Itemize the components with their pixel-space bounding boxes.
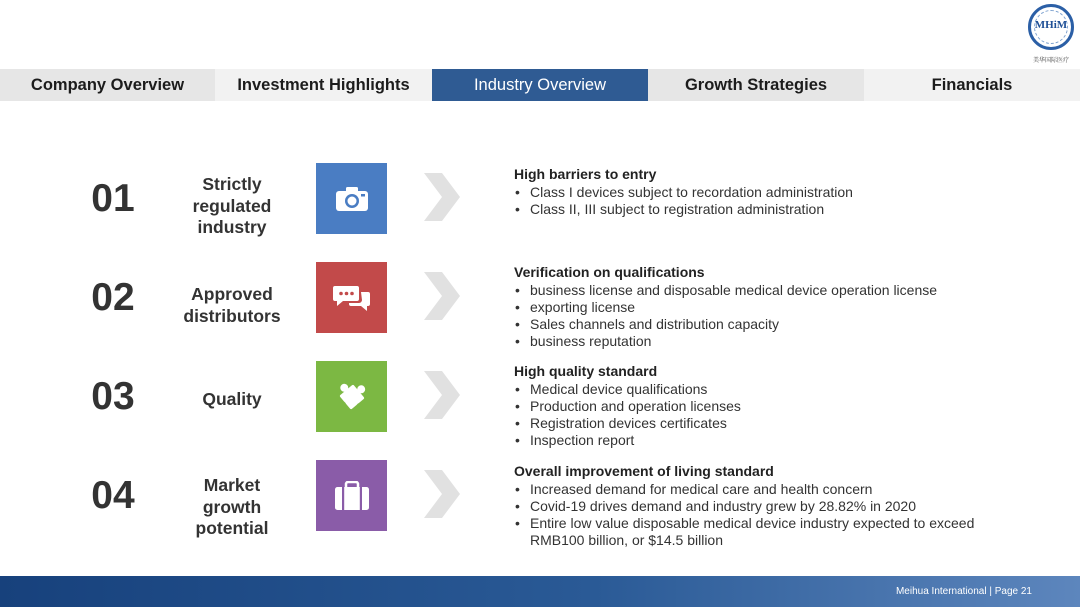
footer-bar [0,576,1080,607]
row-number: 04 [91,474,135,517]
footer-page-label: Meihua International | Page 21 [895,586,1032,597]
list-item: • Registration devices certificates [514,415,741,432]
row-heading: Overall improvement of living standard [514,463,774,479]
row-heading: High quality standard [514,363,658,379]
list-item: • Production and operation licenses [514,398,741,415]
row-approved-distributors [0,254,1080,349]
tab-industry-overview[interactable]: Industry Overview [432,69,648,101]
company-logo [1026,4,1076,68]
logo-text: MHiM [1034,19,1068,31]
list-item: • Class II, III subject to registration administration [514,201,853,218]
briefcase-icon [334,481,370,511]
section-nav [0,69,1080,101]
puzzle-icon [334,379,370,415]
list-item: • exporting license [514,299,937,316]
row-regulated-industry [0,155,1080,245]
row-number: 01 [91,177,135,220]
row-number: 03 [91,375,135,418]
row-quality [0,353,1080,448]
briefcase-tile [316,460,387,531]
list-item: • business license and disposable medical device operation license [514,282,937,299]
list-item: • Increased demand for medical care and health concern [514,481,984,498]
list-item: • Covid-19 drives demand and industry grew by 28.82% in 2020 [514,498,984,515]
camera-icon [335,186,369,212]
camera-tile [316,163,387,234]
row-number: 02 [91,276,135,319]
list-item: • business reputation [514,333,937,350]
bullet-list [514,481,984,549]
list-item: • Medical device qualifications [514,381,741,398]
tab-financials[interactable]: Financials [864,69,1080,101]
chevron-right-icon [424,272,460,320]
bullet-list [514,381,741,449]
row-market-growth [0,452,1080,548]
list-item: • Class I devices subject to recordation administration [514,184,853,201]
row-heading: High barriers to entry [514,166,657,182]
list-item: • Inspection report [514,432,741,449]
row-label: Market growth potential [195,475,269,538]
puzzle-tile [316,361,387,432]
tab-investment-highlights[interactable]: Investment Highlights [215,69,432,101]
list-item: • Entire low value disposable medical device industry expected to exceed RMB100 billion, or $14.5 billion [514,515,984,549]
chevron-right-icon [424,470,460,518]
list-item: • Sales channels and distribution capacity [514,316,937,333]
row-label: Quality [202,389,262,409]
chevron-right-icon [424,173,460,221]
row-label: Approved distributors [183,284,281,326]
chat-bubbles-icon [333,283,371,313]
row-heading: Verification on qualifications [514,264,705,280]
tab-growth-strategies[interactable]: Growth Strategies [648,69,864,101]
bullet-list [514,184,853,218]
chat-tile [316,262,387,333]
tab-company-overview[interactable]: Company Overview [0,69,215,101]
logo-caption: 美华国际医疗 [1032,58,1069,64]
chevron-right-icon [424,371,460,419]
row-label: Strictly regulated industry [192,174,272,237]
bullet-list [514,282,937,350]
